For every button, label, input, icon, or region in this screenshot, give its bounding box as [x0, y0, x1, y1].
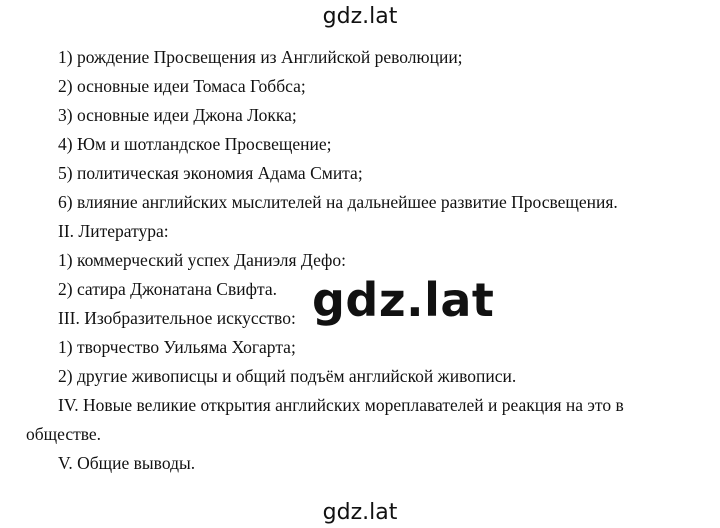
- section-heading: IV. Новые великие открытия английских мореплавателей и реакция на это в обществе.: [26, 395, 624, 444]
- list-item: 4) Юм и шотландское Просвещение;: [58, 134, 332, 154]
- list-item: 1) творчество Уильяма Хогарта;: [58, 337, 296, 357]
- list-item: 5) политическая экономия Адама Смита;: [58, 163, 363, 183]
- list-item: 2) другие живописцы и общий подъём английской живописи.: [58, 366, 517, 386]
- watermark-top: gdz.lat: [322, 4, 398, 29]
- list-item: 2) основные идеи Томаса Гоббса;: [58, 76, 306, 96]
- list-item: 1) коммерческий успех Даниэля Дефо:: [58, 250, 347, 270]
- section-heading: III. Изобразительное искусство:: [58, 308, 296, 328]
- list-item: 6) влияние английских мыслителей на дальнейшее развитие Просвещения.: [58, 192, 618, 212]
- watermark-bottom: gdz.lat: [322, 500, 398, 525]
- section-heading: V. Общие выводы.: [58, 453, 196, 473]
- document-body: [26, 43, 698, 478]
- list-item: 3) основные идеи Джона Локка;: [58, 105, 297, 125]
- watermark-center: gdz.lat: [312, 273, 495, 327]
- section-heading: II. Литература:: [58, 221, 169, 241]
- list-item: 1) рождение Просвещения из Английской революции;: [58, 47, 463, 67]
- list-item: 2) сатира Джонатана Свифта.: [58, 279, 277, 299]
